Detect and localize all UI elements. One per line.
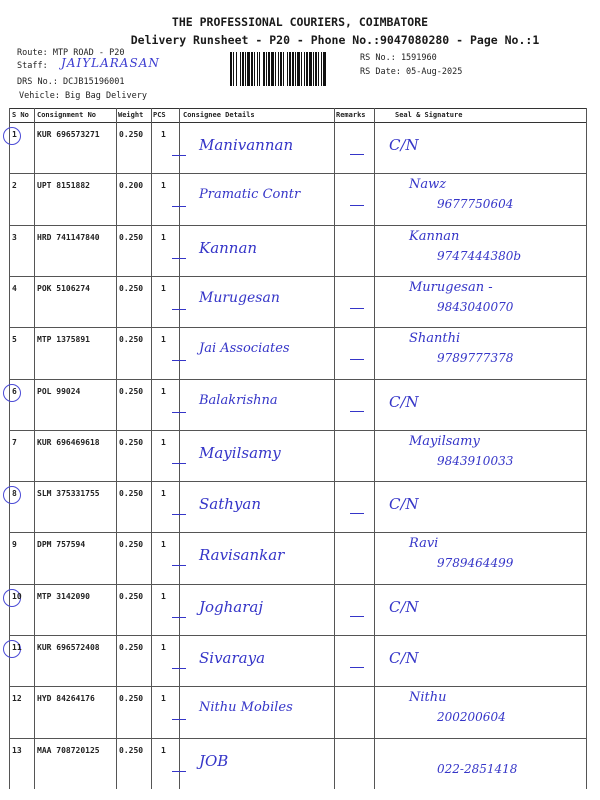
pcs-value: 1 <box>161 283 166 293</box>
pcs-value: 1 <box>161 130 166 139</box>
weight-value: 0.250 <box>119 283 144 293</box>
rs-number: RS No.: 1591960 <box>360 53 437 63</box>
barcode-bar <box>289 52 291 86</box>
serial-number: 6 <box>12 386 17 396</box>
consignment-number: POK 5106274 <box>37 283 90 293</box>
consignee-dash-mark <box>172 565 186 566</box>
signature-text: Ravi <box>409 536 439 552</box>
runsheet-title: Delivery Runsheet - P20 - Phone No.:9047080280 - Page No.:1 <box>130 33 540 47</box>
table-row <box>9 327 586 378</box>
barcode-bar <box>315 52 317 86</box>
barcode-bar <box>268 52 270 86</box>
signature-text: Murugesan - <box>409 279 493 295</box>
consignee-name: Jai Associates <box>199 341 290 357</box>
table-row <box>9 635 586 686</box>
serial-number: 4 <box>12 283 17 293</box>
signature-phone: 9843040070 <box>437 299 514 314</box>
runsheet-table <box>9 108 587 789</box>
signature-phone: 200200604 <box>437 710 506 725</box>
table-row <box>9 481 586 532</box>
barcode-image <box>230 52 354 86</box>
barcode-bar <box>321 52 322 86</box>
weight-value: 0.250 <box>119 437 144 447</box>
signature-text: C/N <box>389 597 419 616</box>
pcs-value: 1 <box>161 181 166 191</box>
serial-number: 10 <box>12 591 22 601</box>
barcode-bar <box>251 52 253 86</box>
serial-number: 7 <box>12 437 17 447</box>
signature-text: Nawz <box>409 177 447 193</box>
table-row <box>9 584 586 635</box>
table-row <box>9 379 586 430</box>
table-row <box>9 532 586 583</box>
table-row <box>9 122 586 173</box>
barcode-bar <box>306 52 308 86</box>
consignment-number: KUR 696469618 <box>37 437 100 447</box>
consignee-dash-mark <box>172 514 186 515</box>
consignment-number: HYD 84264176 <box>37 694 95 704</box>
barcode-bar <box>295 52 296 86</box>
table-row <box>9 430 586 481</box>
weight-value: 0.250 <box>119 643 144 652</box>
pcs-value: 1 <box>161 335 166 345</box>
barcode-bar <box>278 52 279 86</box>
weight-value: 0.250 <box>119 386 144 396</box>
table-row <box>9 225 586 276</box>
staff-signature: JAIYLARASAN <box>61 56 160 70</box>
consignee-name: Sathyan <box>199 495 261 514</box>
consignee-name: JOB <box>199 751 229 770</box>
barcode-bar <box>275 52 276 86</box>
consignee-dash-mark <box>172 360 186 361</box>
consignee-name: Pramatic Contr <box>199 187 301 203</box>
barcode-bar <box>257 52 258 86</box>
signature-phone: 9789464499 <box>437 556 514 571</box>
serial-number: 5 <box>12 335 17 345</box>
pcs-value: 1 <box>161 643 166 652</box>
consignee-dash-mark <box>172 206 186 207</box>
consignment-number: MTP 3142090 <box>37 591 90 601</box>
consignee-dash-mark <box>172 463 186 464</box>
company-title: THE PROFESSIONAL COURIERS, COIMBATORE <box>171 15 429 29</box>
serial-number: 13 <box>12 745 22 755</box>
consignee-name: Ravisankar <box>199 546 285 565</box>
signature-phone: 022-2851418 <box>437 761 518 776</box>
column-header-sno: S No <box>12 111 29 119</box>
consignment-number: SLM 375331755 <box>37 489 100 499</box>
signature-text: C/N <box>389 649 419 667</box>
barcode-bar <box>283 52 284 86</box>
serial-number: 12 <box>12 694 22 704</box>
barcode-bar <box>304 52 305 86</box>
pcs-value: 1 <box>161 386 166 396</box>
remark-dash-mark <box>350 154 364 155</box>
barcode-bar <box>254 52 255 86</box>
serial-number: 3 <box>12 232 17 242</box>
barcode-bar <box>287 52 288 86</box>
vehicle-text: Vehicle: Big Bag Delivery <box>19 91 147 101</box>
barcode-bar <box>263 52 265 86</box>
consignee-dash-mark <box>172 155 186 156</box>
staff-label: Staff: <box>17 61 48 71</box>
consignee-dash-mark <box>172 412 186 413</box>
pcs-value: 1 <box>161 540 166 550</box>
barcode-bar <box>292 52 294 86</box>
consignment-number: UPT 8151882 <box>37 181 90 191</box>
barcode-bar <box>233 52 234 86</box>
barcode-bar <box>240 52 241 86</box>
barcode-bar <box>266 52 267 86</box>
barcode-bar <box>247 52 250 86</box>
consignment-number: POL 99024 <box>37 386 81 396</box>
weight-value: 0.250 <box>119 745 144 755</box>
rs-date: RS Date: 05-Aug-2025 <box>360 67 463 77</box>
barcode-bar <box>313 52 314 86</box>
barcode-bar <box>318 52 319 86</box>
barcode-bar <box>236 52 237 86</box>
consignee-name: Jogharaj <box>199 597 264 616</box>
weight-value: 0.250 <box>119 232 144 242</box>
weight-value: 0.250 <box>119 489 144 499</box>
serial-number: 8 <box>12 489 17 499</box>
route-text: Route: MTP ROAD - P20 <box>17 48 125 58</box>
table-row <box>9 738 586 789</box>
drs-number: DRS No.: DCJB15196001 <box>17 77 125 87</box>
barcode-bar <box>309 52 312 86</box>
barcode-bar <box>245 52 246 86</box>
barcode-bar <box>259 52 260 86</box>
weight-value: 0.250 <box>119 335 144 345</box>
barcode-bar <box>230 52 232 86</box>
barcode-bar <box>271 52 274 86</box>
serial-number: 11 <box>12 643 22 652</box>
barcode-bar <box>280 52 282 86</box>
consignee-name: Sivaraya <box>199 649 266 667</box>
weight-value: 0.250 <box>119 591 144 601</box>
remark-dash-mark <box>350 667 364 668</box>
signature-text: Shanthi <box>409 331 461 347</box>
consignee-name: Manivannan <box>199 136 294 154</box>
remark-dash-mark <box>350 205 364 206</box>
consignment-number: HRD 741147840 <box>37 232 100 242</box>
column-header-seal: Seal & Signature <box>395 111 463 119</box>
table-row <box>9 686 586 737</box>
remark-dash-mark <box>350 411 364 412</box>
consignee-dash-mark <box>172 719 186 720</box>
column-header-consignee: Consignee Details <box>183 111 255 119</box>
consignment-number: MAA 708720125 <box>37 745 100 755</box>
column-header-consignment: Consignment No <box>37 111 97 119</box>
pcs-value: 1 <box>161 591 166 601</box>
consignee-dash-mark <box>172 771 186 772</box>
signature-phone: 9747444380b <box>437 248 522 263</box>
signature-text: C/N <box>389 495 419 514</box>
table-row <box>9 276 586 327</box>
signature-text: Mayilsamy <box>409 433 480 449</box>
signature-phone: 9789777378 <box>437 351 514 366</box>
consignment-number: MTP 1375891 <box>37 335 90 345</box>
signature-text: Nithu <box>409 690 447 706</box>
consignee-dash-mark <box>172 258 186 259</box>
serial-number: 1 <box>12 130 17 139</box>
weight-value: 0.250 <box>119 694 144 704</box>
remark-dash-mark <box>350 359 364 360</box>
consignee-name: Balakrishna <box>199 392 278 408</box>
weight-value: 0.200 <box>119 181 144 191</box>
pcs-value: 1 <box>161 232 166 242</box>
consignee-name: Kannan <box>199 238 258 257</box>
consignee-dash-mark <box>172 668 186 669</box>
weight-value: 0.250 <box>119 130 144 139</box>
remark-dash-mark <box>350 513 364 514</box>
pcs-value: 1 <box>161 745 166 755</box>
table-row <box>9 173 586 224</box>
pcs-value: 1 <box>161 694 166 704</box>
column-header-remarks: Remarks <box>336 111 366 119</box>
pcs-value: 1 <box>161 489 166 499</box>
signature-phone: 9843910033 <box>437 453 514 468</box>
remark-dash-mark <box>350 616 364 617</box>
consignment-number: KUR 696573271 <box>37 130 100 139</box>
barcode-bar <box>242 52 244 86</box>
column-header-weight: Weight <box>118 111 144 119</box>
remark-dash-mark <box>350 308 364 309</box>
serial-number: 2 <box>12 181 17 191</box>
consignee-dash-mark <box>172 617 186 618</box>
serial-number: 9 <box>12 540 17 550</box>
signature-text: C/N <box>389 392 419 411</box>
consignee-name: Nithu Mobiles <box>199 700 293 716</box>
barcode-bar <box>301 52 302 86</box>
consignment-number: DPM 757594 <box>37 540 86 550</box>
signature-text: Kannan <box>409 228 460 244</box>
barcode-bar <box>297 52 300 86</box>
pcs-value: 1 <box>161 437 166 447</box>
barcode-bar <box>323 52 326 86</box>
column-header-pcs: PCS <box>153 111 166 119</box>
consignee-name: Murugesan <box>199 289 280 306</box>
consignment-number: KUR 696572408 <box>37 643 100 652</box>
consignee-name: Mayilsamy <box>199 443 281 462</box>
signature-phone: 9677750604 <box>437 197 514 212</box>
consignee-dash-mark <box>172 309 186 310</box>
signature-text: C/N <box>389 136 419 154</box>
weight-value: 0.250 <box>119 540 144 550</box>
